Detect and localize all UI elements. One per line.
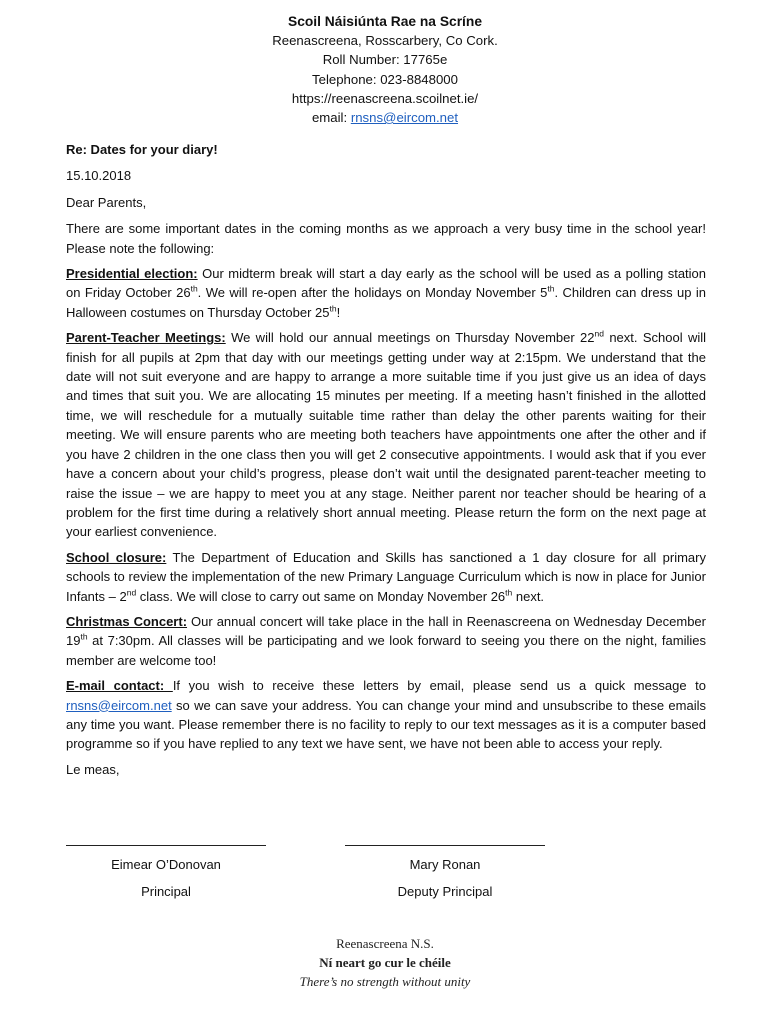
email-contact-paragraph	[66, 676, 706, 754]
signature-line-deputy	[345, 845, 545, 846]
closing: Le meas,	[66, 761, 120, 777]
email-contact-text-2: so we can save your address. You can change your mind and unsubscribe to these emails any time you want. Please remember there is no facility to reply to our text messages as it is a computer based programme so if you have replied to any text we have sent, we have not been able to access your reply.	[66, 697, 706, 752]
ordinal-suffix: nd	[126, 587, 137, 598]
ordinal-suffix: nd	[594, 328, 604, 339]
footer-school: Reenascreena N.S.	[336, 936, 434, 951]
letter-body	[66, 140, 706, 779]
ordinal-suffix: th	[547, 284, 555, 295]
email-contact-link[interactable]: rnsns@eircom.net	[66, 697, 172, 713]
salutation: Dear Parents,	[66, 194, 147, 210]
presidential-paragraph	[66, 264, 706, 322]
concert-text-2: at 7:30pm. All classes will be participating and we look forward to seeing you there on the night, families member are welcome too!	[66, 633, 706, 668]
ptm-paragraph	[66, 328, 706, 541]
ordinal-suffix: th	[190, 284, 198, 295]
deputy-title: Deputy Principal	[397, 884, 493, 899]
ptm-text-1: We will hold our annual meetings on Thursday November 22	[225, 330, 595, 346]
footer-motto: Ní neart go cur le chéile	[319, 955, 451, 970]
email-contact-text-1: If you wish to receive these letters by email, please send us a quick message to	[172, 678, 707, 694]
presidential-text-2: . We will re-open after the holidays on Monday November 5	[197, 285, 548, 301]
closure-heading: School closure:	[66, 549, 167, 565]
letterhead	[0, 12, 770, 127]
ptm-text-2: next. School will finish for all pupils at 2pm that day with our meetings getting under way at 2:15pm. We understand that the date will not suit everyone and are happy to arrange a more suitable time if you just give us an idea of days and times that suit you. We are allocating 15 minutes per meeting. If a meeting hasn’t finished in the allotted time, we will reschedule for a mutually suitable time rather than delay the other parents waiting for their meeting. We will ensure parents who are meeting both teachers have appointments one after the other and if you have 2 children in the one class then you will get 2 consecutive appointments. I would ask that if you ever have a concern about your child’s progress, please don’t wait until the designated parent-teacher meeting to raise the issue – we are happy to meet you at any stage. Neither parent nor teacher should be hearing of a problem for the first time during a relatively short annual meeting. Please return the form on the next page at your earliest convenience.	[66, 330, 707, 540]
telephone: Telephone: 023-8848000	[312, 71, 458, 87]
presidential-text-4: !	[336, 304, 341, 320]
ordinal-suffix: th	[329, 303, 337, 314]
signature-deputy	[345, 856, 545, 901]
school-name: Scoil Náisiúnta Rae na Scríne	[288, 14, 482, 29]
closure-paragraph	[66, 548, 706, 606]
concert-paragraph	[66, 612, 706, 670]
presidential-text-1: Our midterm break will start a day early as the school will be used as a polling station on Friday October 26	[66, 266, 707, 301]
concert-text-1: Our annual concert will take place in the hall in Reenascreena on Wednesday December 19	[66, 613, 706, 649]
email-line	[0, 108, 770, 127]
footer-translation: There’s no strength without unity	[299, 974, 471, 989]
closure-text-3: next.	[512, 588, 545, 604]
signature-principal	[66, 856, 266, 901]
ordinal-suffix: th	[80, 632, 88, 643]
closure-text-2: class. We will close to carry out same on Monday November 26	[136, 588, 506, 604]
roll-number: Roll Number: 17765e	[322, 52, 448, 68]
concert-heading: Christmas Concert:	[66, 613, 188, 629]
signature-line-principal	[66, 845, 266, 846]
principal-name: Eimear O’Donovan	[111, 857, 221, 872]
intro-paragraph: There are some important dates in the coming months as we approach a very busy time in the school year! Please note the following:	[66, 221, 706, 256]
school-address: Reenascreena, Rosscarbery, Co Cork.	[272, 33, 498, 49]
deputy-name: Mary Ronan	[409, 857, 481, 872]
subject-line: Re: Dates for your diary!	[66, 142, 218, 157]
email-label: email:	[311, 110, 351, 126]
ptm-heading: Parent-Teacher Meetings:	[66, 330, 226, 346]
presidential-text-3: . Children can dress up in Halloween costumes on Thursday October 25	[66, 285, 707, 320]
email-contact-heading: E-mail contact:	[66, 678, 173, 694]
principal-title: Principal	[141, 884, 191, 899]
closure-text-1: The Department of Education and Skills has sanctioned a 1 day closure for all primary schools to review the implementation of the new Primary Language Curriculum which is now in place for Junior Infants – 2	[66, 549, 706, 604]
letter-date: 15.10.2018	[66, 168, 132, 184]
email-link[interactable]: rnsns@eircom.net	[350, 110, 459, 126]
website: https://reenascreena.scoilnet.ie/	[291, 90, 479, 106]
footer	[0, 934, 770, 991]
ordinal-suffix: th	[505, 587, 513, 598]
presidential-heading: Presidential election:	[66, 266, 198, 282]
